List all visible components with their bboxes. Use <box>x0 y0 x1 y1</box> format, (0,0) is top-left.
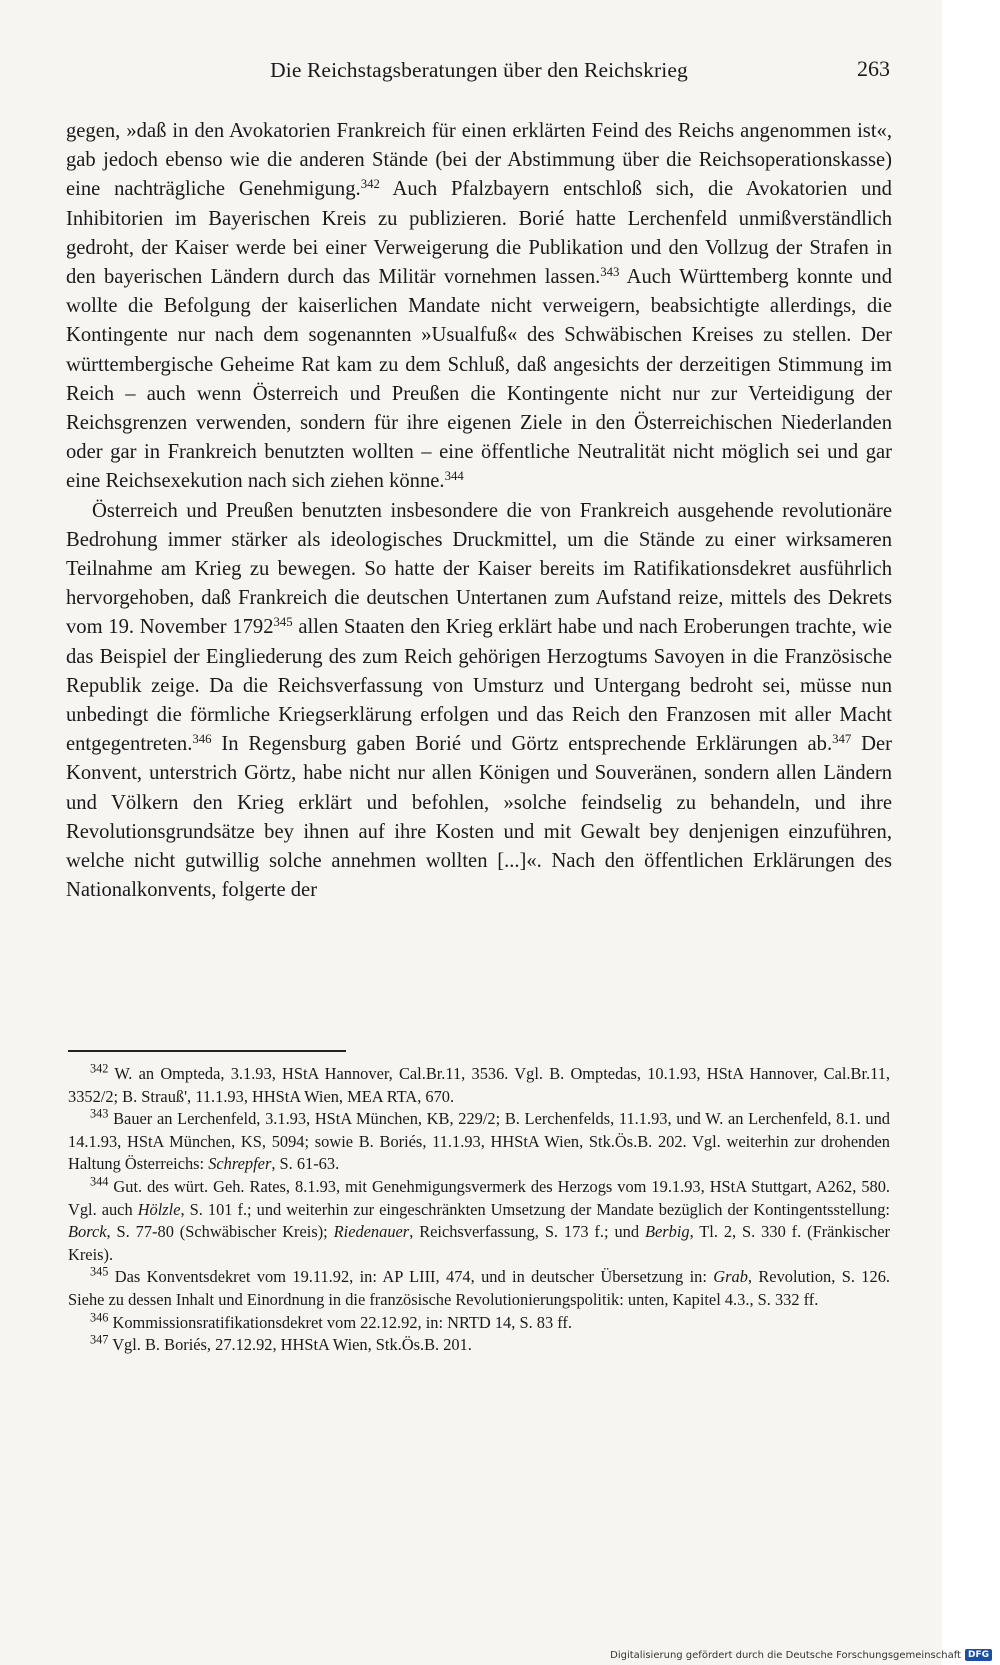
footnote-number: 347 <box>90 1332 109 1347</box>
cited-author: Grab <box>713 1267 748 1287</box>
paragraph-2 <box>66 497 892 906</box>
footnotes <box>68 1063 890 1357</box>
cited-author: Borck <box>68 1222 107 1242</box>
digitization-notice <box>610 1649 992 1661</box>
footnote-text: , S. 77-80 (Schwäbischer Kreis); <box>106 1222 334 1242</box>
footnote-number: 344 <box>90 1174 109 1189</box>
footnote-346 <box>68 1309 890 1335</box>
footnote-ref-343[interactable]: 343 <box>600 265 620 279</box>
footnote-347 <box>68 1334 890 1357</box>
page-header <box>68 58 890 92</box>
footnote-text: Vgl. B. Boriés, 27.12.92, HHStA Wien, Stk.Ös.B. 201. <box>108 1335 472 1355</box>
footnote-text: , Revolution, S. 126. Siehe zu dessen Inhalt und Einordnung in die französische Revolutionierungspolitik: unten, Kapitel 4.3., S. 332 ff. <box>68 1267 890 1309</box>
cited-author: Berbig <box>644 1222 690 1242</box>
text-run: Österreich und Preußen benutzten insbesondere die von Frankreich ausgehende revolutionäre Bedrohung immer stärker als ideologisches Druckmittel, um die Stände zu einer wirksameren Teilnahme am Krieg zu bewegen. So hatte der Kaiser bereits im Ratifikationsdekret ausführlich hervorgehoben, daß Frankreich die deutschen Untertanen zum Aufstand reize, mittels des Dekrets vom 19. November 1792 <box>66 499 892 639</box>
footnote-text: , S. 61-63. <box>271 1154 340 1174</box>
dfg-logo: DFG <box>965 1649 992 1661</box>
running-head: Die Reichstagsberatungen über den Reichskrieg <box>270 58 688 82</box>
text-run: allen Staaten den Krieg erklärt habe und nach Eroberungen trachte, wie das Beispiel der Eingliederung des zum Reich gehörigen Herzogtums Savoyen in die Französische Republik zeige. Da die Reichsverfassung von Umsturz und Untergang bedroht sei, müsse nun unbedingt die förmliche Kriegserklärung erfolgen und das Reich den Franzosen mit aller Macht entgegentreten. <box>66 616 892 756</box>
footnote-text: , S. 101 f.; und weiterhin zur eingeschränkten Umsetzung der Mandate bezüglich der Kontingentsstellung: <box>180 1199 890 1219</box>
footnote-ref-347[interactable]: 347 <box>832 732 852 747</box>
footnote-separator <box>68 1050 346 1052</box>
footnote-text: , Tl. 2, S. 330 f. (Fränkischer Kreis). <box>68 1222 890 1264</box>
text-run: Der Konvent, unterstrich Görtz, habe nicht nur allen Königen und Souveränen, sondern allen Ländern und Völkern den Krieg erklärt und befohlen, »solche feindselig zu behandeln, und ihre Revolutionsgrundsätze bey ihnen auf ihre Kosten und mit Gewalt bey denjenigen einzuführen, welche nicht gutwillig solche annehmen wollten [...]«. Nach den öffentlichen Erklärungen des Nationalkonvents, folgerte der <box>66 733 892 902</box>
footnote-text: , Reichsverfassung, S. 173 f.; und <box>409 1222 645 1242</box>
footnote-text: Gut. des würt. Geh. Rates, 8.1.93, mit Genehmigungsvermerk des Herzogs vom 19.1.93, HStA Stuttgart, A262, 580. Vgl. auch <box>68 1176 890 1219</box>
text-run: In Regensburg gaben Borié und Görtz entsprechende Erklärungen ab. <box>211 733 833 756</box>
text-run: Auch Pfalzbayern entschloß sich, die Avokatorien und Inhibitorien im Bayerischen Kreis zu publizieren. Borié hatte Lerchenfeld unmißverständlich gedroht, der Kaiser werde bei einer Verweigerung die Publikation und den Vollzug der Strafen in den bayerischen Ländern durch das Militär vornehmen lassen. <box>66 178 892 289</box>
footnote-text: Bauer an Lerchenfeld, 3.1.93, HStA München, KB, 229/2; B. Lerchenfelds, 11.1.93, und W. an Lerchenfeld, 8.1. und 14.1.93, HStA München, KS, 5094; sowie B. Boriés, 11.1.93, HHStA Wien, Stk.Ös.B. 202. Vgl. weiterhin zur drohenden Haltung Österreichs: <box>68 1109 890 1174</box>
body-text <box>66 117 892 905</box>
footnote-text: W. an Ompteda, 3.1.93, HStA Hannover, Cal.Br.11, 3536. Vgl. B. Omptedas, 10.1.93, HStA Hannover, Cal.Br.11, 3352/2; B. Strauß', 11.1.93, HHStA Wien, MEA RTA, 670. <box>68 1064 890 1106</box>
footnote-343 <box>68 1108 890 1176</box>
footnote-ref-346[interactable]: 346 <box>192 732 212 747</box>
footnote-ref-344[interactable]: 344 <box>444 469 464 484</box>
text-run: gegen, »daß in den Avokatorien Frankreich für einen erklärten Feind des Reichs angenommen ist«, gab jedoch ebenso wie die anderen Stände (bei der Abstimmung über die Reichsoperationskasse) eine nachträgliche Genehmigung. <box>66 120 892 201</box>
digitization-text: Digitalisierung gefördert durch die Deutsche Forschungsgemeinschaft <box>610 1649 961 1661</box>
paragraph-1 <box>66 117 892 497</box>
cited-author: Hölzle <box>137 1199 181 1219</box>
footnote-342 <box>68 1063 890 1108</box>
footnote-number: 345 <box>90 1264 109 1279</box>
footnote-number: 346 <box>90 1309 109 1324</box>
footnote-number: 343 <box>90 1106 109 1121</box>
footnote-text: Kommissionsratifikationsdekret vom 22.12.92, in: NRTD 14, S. 83 ff. <box>108 1312 572 1332</box>
footnote-ref-345[interactable]: 345 <box>273 615 293 630</box>
text-run: Auch Württemberg konnte und wollte die Befolgung der kaiserlichen Mandate nicht verweigern, beabsichtigte allerdings, die Kontingente nur nach dem sogenannten »Usualfuß« des Schwäbischen Kreises zu stellen. Der württembergische Geheime Rat kam zu dem Schluß, daß angesichts der derzeitigen Stimmung im Reich – auch wenn Österreich und Preußen die Kontingente nicht nur zur Verteidigung der Reichsgrenzen verwenden, sondern für ihre eigenen Ziele in den Österreichischen Niederlanden oder gar in Frankreich benutzten wollten – eine öffentliche Neutralität nicht möglich sei und gar eine Reichsexekution nach sich ziehen könne. <box>66 266 892 493</box>
footnote-number: 342 <box>90 1061 109 1076</box>
footnote-345 <box>68 1266 890 1311</box>
page-number: 263 <box>857 56 890 81</box>
cited-author: Riedenauer <box>333 1222 410 1242</box>
footnote-344 <box>68 1176 890 1266</box>
footnote-ref-342[interactable]: 342 <box>360 177 380 192</box>
footnote-text: Das Konventsdekret vom 19.11.92, in: AP LIII, 474, und in deutscher Übersetzung in: <box>108 1267 714 1287</box>
cited-author: Schrepfer <box>208 1154 272 1174</box>
